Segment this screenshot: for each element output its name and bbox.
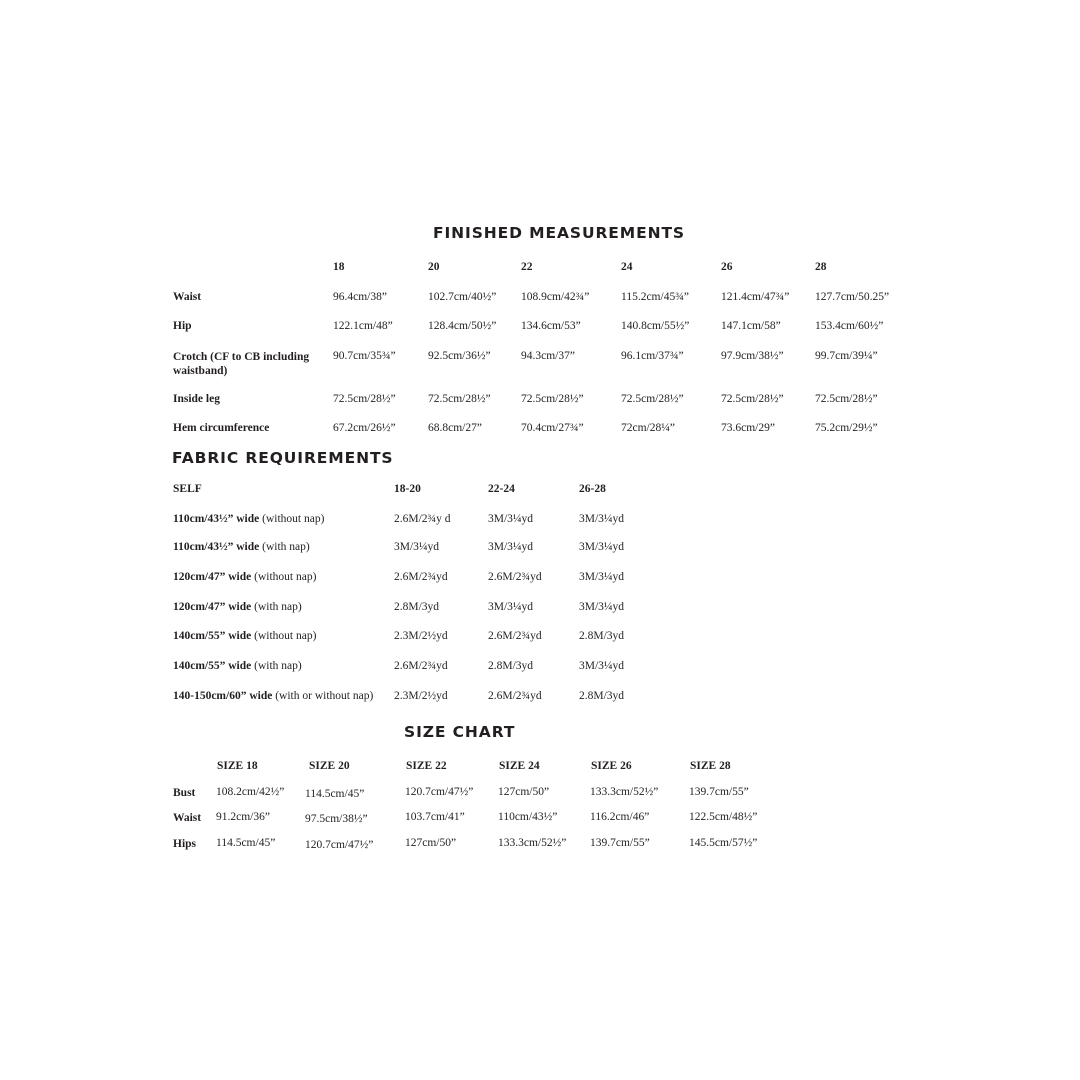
fm-row-label: Hem circumference xyxy=(173,422,270,434)
fm-cell: 127.7cm/50.25” xyxy=(815,291,890,303)
fabric-cell: 3M/3¼yd xyxy=(579,660,625,672)
sc-size-header: SIZE 22 xyxy=(406,760,447,772)
fm-row-label: Waist xyxy=(173,291,202,303)
fabric-cell: 2.8M/3yd xyxy=(488,660,534,672)
sc-cell: 133.3cm/52½” xyxy=(590,786,659,798)
fabric-nap-note: (without nap) xyxy=(259,513,325,525)
fm-cell: 140.8cm/55½” xyxy=(621,320,690,332)
fm-cell: 72.5cm/28½” xyxy=(428,393,491,405)
sc-cell: 120.7cm/47½” xyxy=(305,839,374,851)
sc-size-header: SIZE 26 xyxy=(591,760,632,772)
fm-cell: 153.4cm/60½” xyxy=(815,320,884,332)
fm-row-label: Crotch (CF to CB including waistband) xyxy=(173,351,310,377)
fabric-cell: 3M/3¼yd xyxy=(488,541,534,553)
sc-size-header: SIZE 20 xyxy=(309,760,350,772)
fm-row-label: Inside leg xyxy=(173,393,220,405)
sc-cell: 133.3cm/52½” xyxy=(498,837,567,849)
sc-cell: 103.7cm/41” xyxy=(405,811,465,823)
fabric-row-label xyxy=(173,660,302,672)
fabric-width: 140-150cm/60” wide xyxy=(173,690,273,702)
fm-cell: 72.5cm/28½” xyxy=(721,393,784,405)
fm-cell: 121.4cm/47¾” xyxy=(721,291,790,303)
fabric-header-size: 18-20 xyxy=(394,483,421,495)
sc-size-header: SIZE 28 xyxy=(690,760,731,772)
fabric-cell: 3M/3¼yd xyxy=(579,541,625,553)
fabric-cell: 2.8M/3yd xyxy=(394,601,440,613)
fabric-row-label xyxy=(173,601,302,613)
fm-size-header: 18 xyxy=(333,261,345,273)
fabric-width: 110cm/43½” wide xyxy=(173,541,260,553)
fabric-nap-note: (with nap) xyxy=(251,660,302,672)
fabric-header-size: 26-28 xyxy=(579,483,606,495)
fabric-row-label xyxy=(173,571,316,583)
sc-row-label: Waist xyxy=(173,812,202,824)
fm-cell: 102.7cm/40½” xyxy=(428,291,497,303)
sc-cell: 110cm/43½” xyxy=(498,811,558,823)
fm-cell: 147.1cm/58” xyxy=(721,320,781,332)
sc-size-header: SIZE 24 xyxy=(499,760,540,772)
fabric-cell: 2.3M/2½yd xyxy=(394,690,448,702)
finished-measurements-title: FINISHED MEASUREMENTS xyxy=(433,224,685,242)
fm-cell: 72.5cm/28½” xyxy=(815,393,878,405)
size-chart-title: SIZE CHART xyxy=(404,723,516,741)
fabric-cell: 3M/3¼yd xyxy=(488,601,534,613)
fabric-cell: 3M/3¼yd xyxy=(579,513,625,525)
fabric-width: 120cm/47” wide xyxy=(173,571,252,583)
sc-cell: 127cm/50” xyxy=(498,786,550,798)
sc-cell: 114.5cm/45” xyxy=(305,788,365,800)
fabric-width: 140cm/55” wide xyxy=(173,660,252,672)
fm-cell: 134.6cm/53” xyxy=(521,320,581,332)
sc-cell: 114.5cm/45” xyxy=(216,837,276,849)
sc-cell: 127cm/50” xyxy=(405,837,457,849)
fm-cell: 72.5cm/28½” xyxy=(521,393,584,405)
fabric-row-label xyxy=(173,513,324,525)
fabric-nap-note: (with or without nap) xyxy=(272,690,374,702)
fm-size-header: 26 xyxy=(721,261,733,273)
fabric-cell: 3M/3¼yd xyxy=(579,601,625,613)
fabric-nap-note: (without nap) xyxy=(251,571,317,583)
sc-cell: 122.5cm/48½” xyxy=(689,811,758,823)
fabric-header-self: SELF xyxy=(173,483,202,495)
fabric-cell: 2.8M/3yd xyxy=(579,630,625,642)
sc-cell: 97.5cm/38½” xyxy=(305,813,368,825)
fabric-cell: 2.6M/2¾y d xyxy=(394,513,451,525)
fabric-cell: 2.6M/2¾yd xyxy=(488,630,542,642)
fm-cell: 70.4cm/27¾” xyxy=(521,422,584,434)
sc-cell: 139.7cm/55” xyxy=(590,837,650,849)
sc-cell: 116.2cm/46” xyxy=(590,811,650,823)
fabric-cell: 3M/3¼yd xyxy=(394,541,440,553)
fabric-requirements-title: FABRIC REQUIREMENTS xyxy=(172,449,394,467)
fabric-cell: 2.6M/2¾yd xyxy=(488,571,542,583)
fm-cell: 90.7cm/35¾” xyxy=(333,350,396,362)
fm-cell: 108.9cm/42¾” xyxy=(521,291,590,303)
fm-size-header: 28 xyxy=(815,261,827,273)
fabric-width: 120cm/47” wide xyxy=(173,601,252,613)
fm-cell: 73.6cm/29” xyxy=(721,422,775,434)
sc-cell: 120.7cm/47½” xyxy=(405,786,474,798)
fm-cell: 128.4cm/50½” xyxy=(428,320,497,332)
fabric-header-size: 22-24 xyxy=(488,483,515,495)
fm-cell: 72.5cm/28½” xyxy=(333,393,396,405)
fabric-row-label xyxy=(173,541,310,553)
fabric-cell: 3M/3¼yd xyxy=(488,513,534,525)
fm-cell: 72.5cm/28½” xyxy=(621,393,684,405)
fabric-row-label xyxy=(173,690,373,702)
fm-size-header: 20 xyxy=(428,261,440,273)
fabric-cell: 2.6M/2¾yd xyxy=(488,690,542,702)
fm-row-label: Hip xyxy=(173,320,192,332)
fabric-row-label xyxy=(173,630,316,642)
fabric-nap-note: (without nap) xyxy=(251,630,317,642)
fm-cell: 99.7cm/39¼” xyxy=(815,350,878,362)
sc-cell: 91.2cm/36” xyxy=(216,811,270,823)
fm-cell: 75.2cm/29½” xyxy=(815,422,878,434)
fabric-cell: 3M/3¼yd xyxy=(579,571,625,583)
fm-size-header: 22 xyxy=(521,261,533,273)
fm-cell: 94.3cm/37” xyxy=(521,350,575,362)
fabric-cell: 2.6M/2¾yd xyxy=(394,660,448,672)
fm-cell: 68.8cm/27” xyxy=(428,422,482,434)
sc-cell: 139.7cm/55” xyxy=(689,786,749,798)
sc-cell: 145.5cm/57½” xyxy=(689,837,758,849)
fm-cell: 122.1cm/48” xyxy=(333,320,393,332)
fm-cell: 115.2cm/45¾” xyxy=(621,291,689,303)
fm-size-header: 24 xyxy=(621,261,633,273)
fabric-width: 140cm/55” wide xyxy=(173,630,252,642)
fm-cell: 67.2cm/26½” xyxy=(333,422,396,434)
sc-cell: 108.2cm/42½” xyxy=(216,786,285,798)
fm-cell: 96.4cm/38” xyxy=(333,291,387,303)
fabric-nap-note: (with nap) xyxy=(251,601,302,613)
fabric-cell: 2.6M/2¾yd xyxy=(394,571,448,583)
fabric-width: 110cm/43½” wide xyxy=(173,513,260,525)
fm-cell: 92.5cm/36½” xyxy=(428,350,491,362)
sc-size-header: SIZE 18 xyxy=(217,760,258,772)
fabric-nap-note: (with nap) xyxy=(259,541,310,553)
fm-cell: 97.9cm/38½” xyxy=(721,350,784,362)
sc-row-label: Hips xyxy=(173,838,197,850)
fm-cell: 72cm/28¼” xyxy=(621,422,675,434)
fabric-cell: 2.3M/2½yd xyxy=(394,630,448,642)
fabric-cell: 2.8M/3yd xyxy=(579,690,625,702)
fm-cell: 96.1cm/37¾” xyxy=(621,350,684,362)
sc-row-label: Bust xyxy=(173,787,196,799)
